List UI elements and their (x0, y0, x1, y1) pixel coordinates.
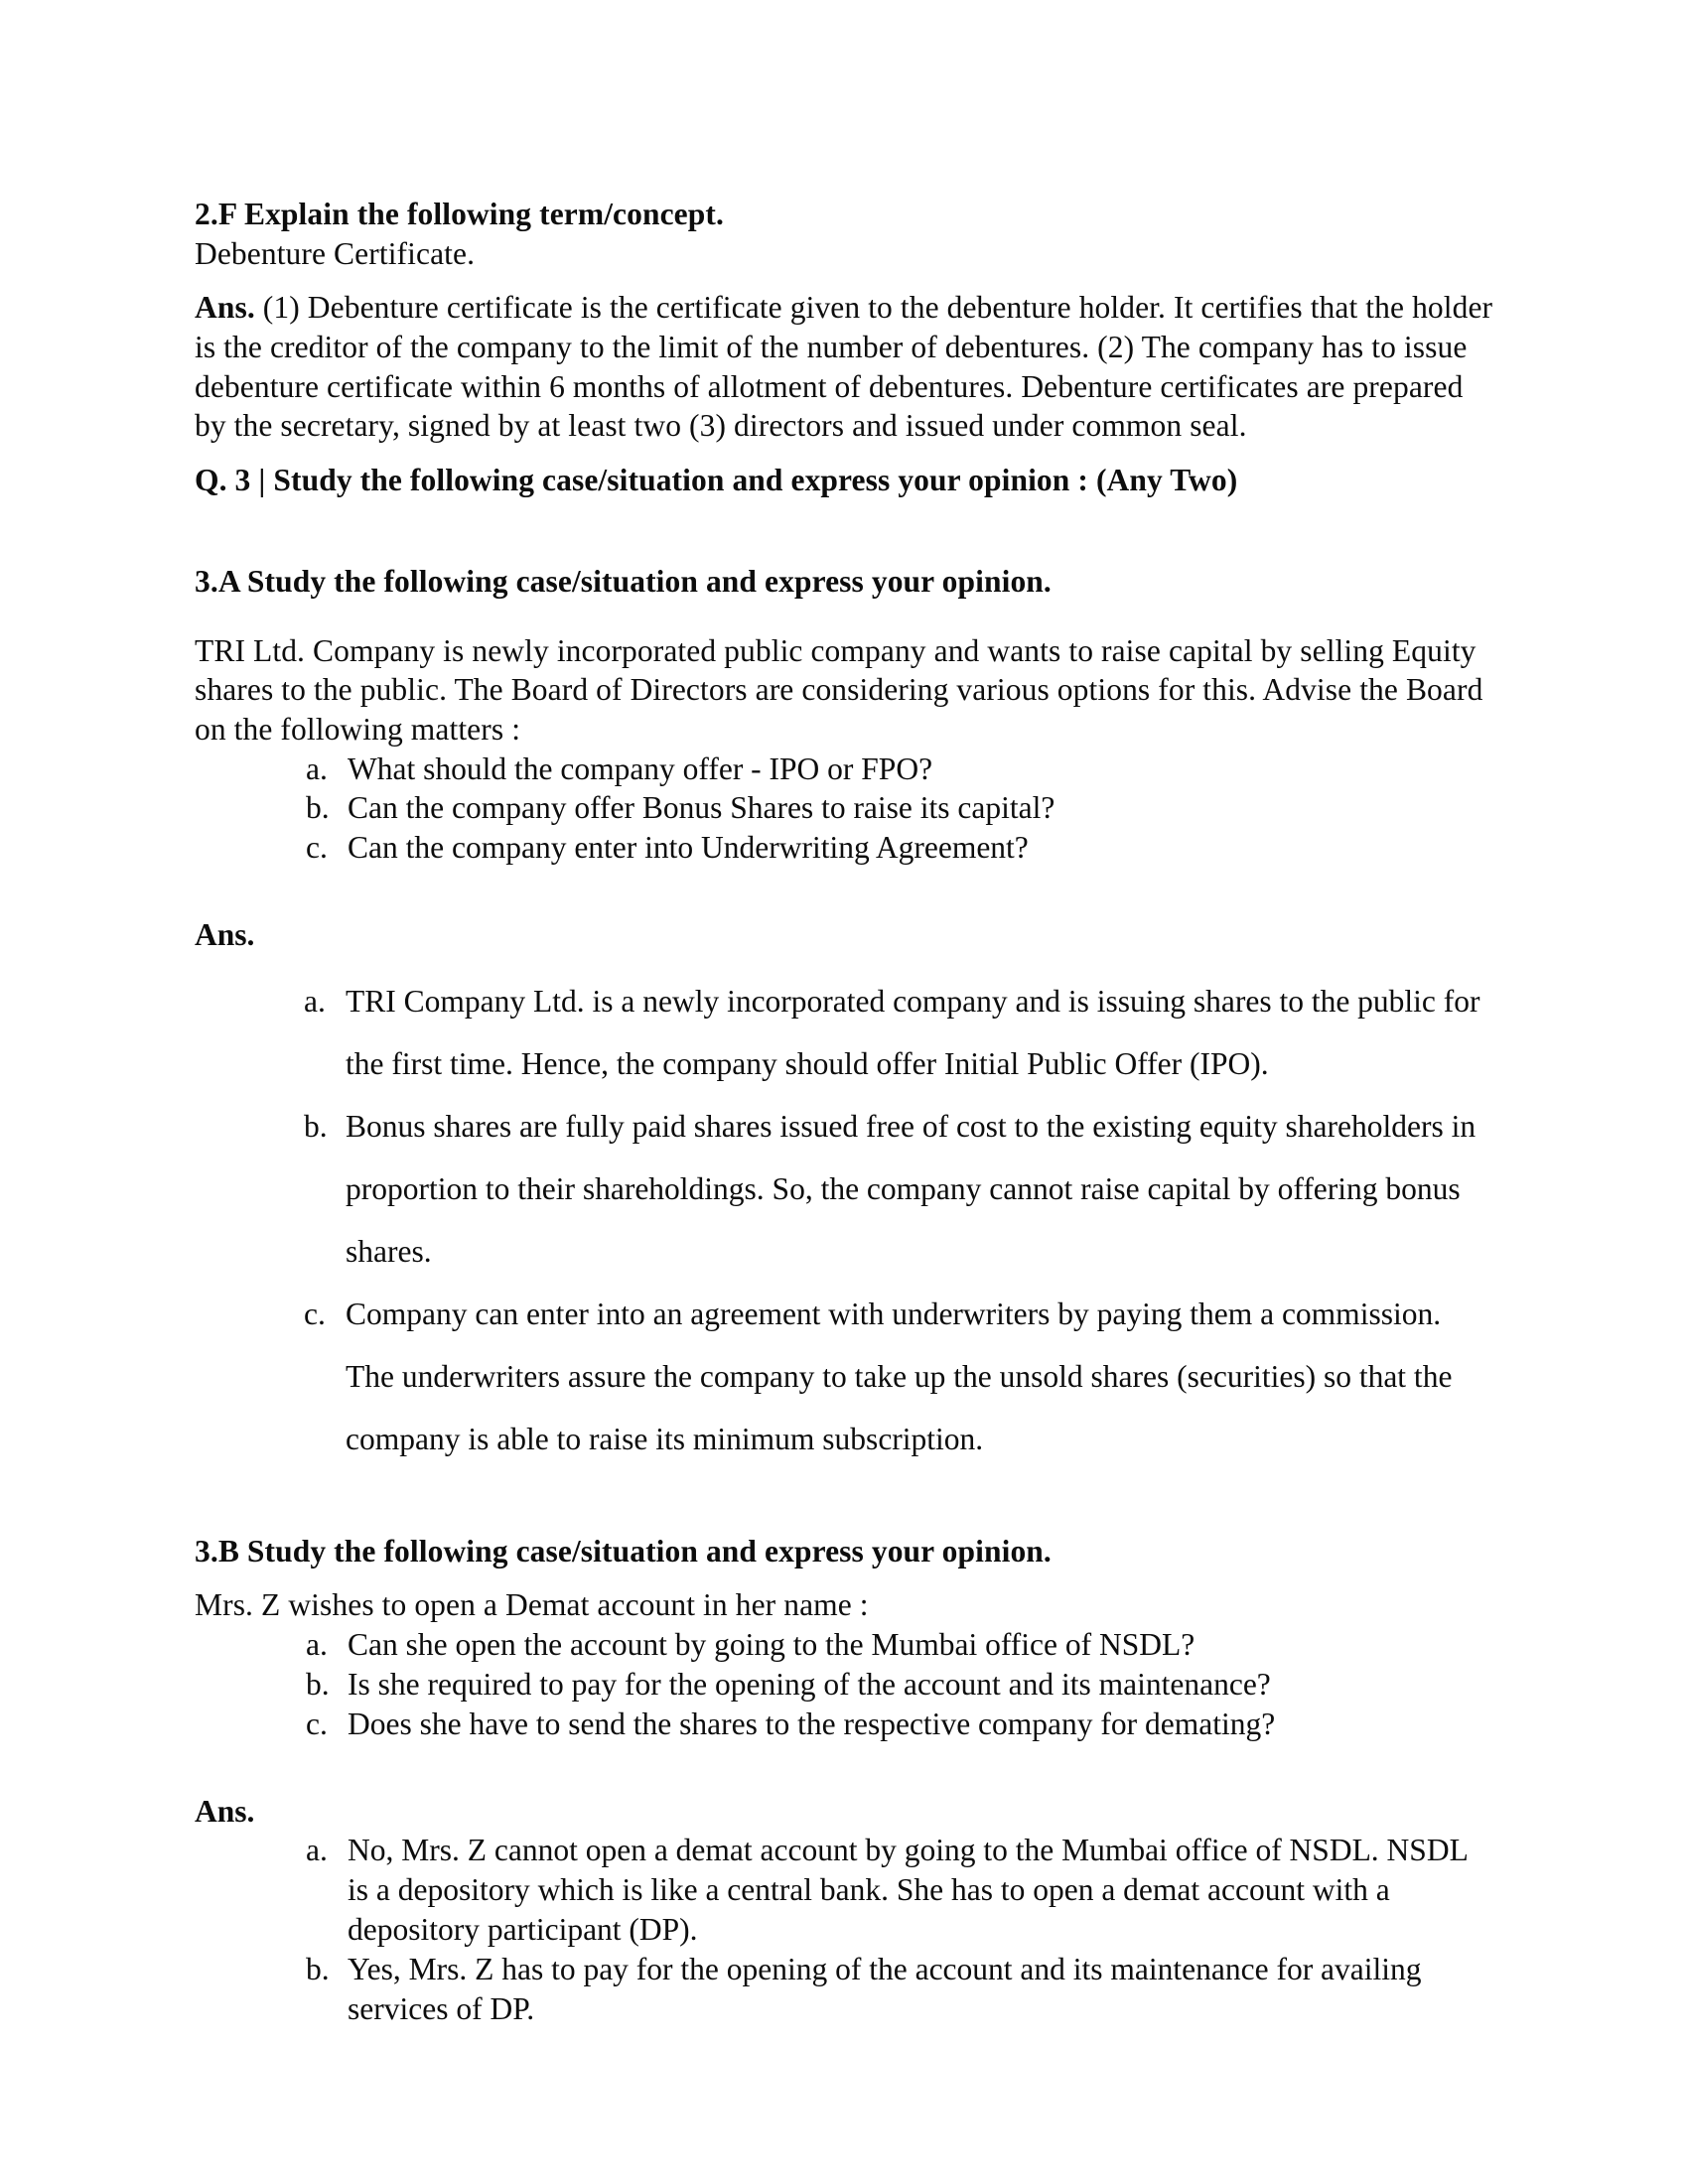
list-item (195, 828, 1493, 868)
list-item-text: Company can enter into an agreement with underwriters by paying them a commission. The underwriters assure the company to take up the unsold shares (securities) so that the company is able to raise its minimum subscription. (346, 1296, 1453, 1456)
list-marker: a. (304, 983, 326, 1019)
list-marker: b. (306, 1951, 330, 1986)
list-item (195, 788, 1493, 828)
spacer (195, 1470, 1493, 1532)
spacer (195, 500, 1493, 562)
question-list-3a (195, 750, 1493, 869)
spacer (195, 1744, 1493, 1792)
spacer (195, 868, 1493, 915)
list-item (195, 1705, 1493, 1744)
answer-label-3b: Ans. (195, 1793, 255, 1829)
list-item-text: Can she open the account by going to the Mumbai office of NSDL? (348, 1627, 1196, 1663)
answer-label-3a: Ans. (195, 917, 255, 953)
list-item-text: Bonus shares are fully paid shares issued free of cost to the existing equity shareholders in proportion to their shareholdings. So, the company cannot raise capital by offering bonus shares. (346, 1108, 1477, 1269)
list-item (195, 1625, 1493, 1665)
list-marker: b. (304, 1108, 328, 1144)
spacer (195, 602, 1493, 631)
list-item (195, 750, 1493, 789)
list-item (195, 970, 1493, 1095)
answer-body-2f: (1) Debenture certificate is the certificate given to the debenture holder. It certifies that the holder is the creditor of the company to the limit of the number of debentures. (2) The company has to issue debenture certificate within 6 months of allotment of debentures. Debenture certificates are prepared by the secretary, signed by at least two (3) directors and issued under common seal. (195, 290, 1493, 444)
spacer (195, 955, 1493, 970)
section-heading-2f: 2.F Explain the following term/concept. (195, 197, 724, 231)
answer-list-3a (195, 970, 1493, 1470)
answer-list-3b (195, 1831, 1493, 2028)
list-item (195, 1950, 1493, 2029)
case-intro-3a: TRI Ltd. Company is newly incorporated public company and wants to raise capital by selling Equity shares to the public. The Board of Directors are considering various options for this. Advise the Board on the following matters : (195, 632, 1483, 747)
section-heading-q3: Q. 3 | Study the following case/situation and express your opinion : (Any Two) (195, 463, 1238, 498)
spacer (195, 1570, 1493, 1585)
list-item-text: Can the company offer Bonus Shares to raise its capital? (348, 790, 1055, 826)
list-item (195, 1831, 1493, 1950)
list-item-text: Can the company enter into Underwriting Agreement? (348, 830, 1029, 866)
spacer (195, 446, 1493, 461)
answer-label-2f: Ans. (195, 290, 255, 326)
list-item (195, 1095, 1493, 1283)
list-item-text: No, Mrs. Z cannot open a demat account by going to the Mumbai office of NSDL. NSDL is a depository which is like a central bank. She has to open a demat account with a depository participant (DP). (348, 1833, 1468, 1948)
question-list-3b (195, 1625, 1493, 1744)
list-marker: c. (304, 1296, 326, 1331)
list-marker: b. (306, 790, 330, 826)
spacer (195, 273, 1493, 288)
list-item (195, 1665, 1493, 1705)
term-2f: Debenture Certificate. (195, 235, 476, 271)
list-item-text: Yes, Mrs. Z has to pay for the opening of the account and its maintenance for availing services of DP. (348, 1951, 1422, 2026)
list-item-text: TRI Company Ltd. is a newly incorporated company and is issuing shares to the public for the first time. Hence, the company should offer Initial Public Offer (IPO). (346, 983, 1480, 1081)
list-item (195, 1283, 1493, 1470)
list-item-text: What should the company offer - IPO or FPO? (348, 751, 933, 786)
list-item-text: Is she required to pay for the opening of the account and its maintenance? (348, 1667, 1271, 1702)
list-marker: b. (306, 1667, 330, 1702)
section-heading-3a: 3.A Study the following case/situation and express your opinion. (195, 563, 1052, 599)
section-heading-3b: 3.B Study the following case/situation and express your opinion. (195, 1533, 1052, 1569)
case-intro-3b: Mrs. Z wishes to open a Demat account in her name : (195, 1587, 869, 1623)
list-marker: a. (306, 1627, 328, 1663)
list-item-text: Does she have to send the shares to the respective company for demating? (348, 1706, 1276, 1741)
list-marker: c. (306, 1706, 328, 1741)
list-marker: c. (306, 830, 328, 866)
answer-2f (195, 288, 1493, 446)
list-marker: a. (306, 1833, 328, 1868)
document-content (195, 195, 1493, 2029)
list-marker: a. (306, 751, 328, 786)
